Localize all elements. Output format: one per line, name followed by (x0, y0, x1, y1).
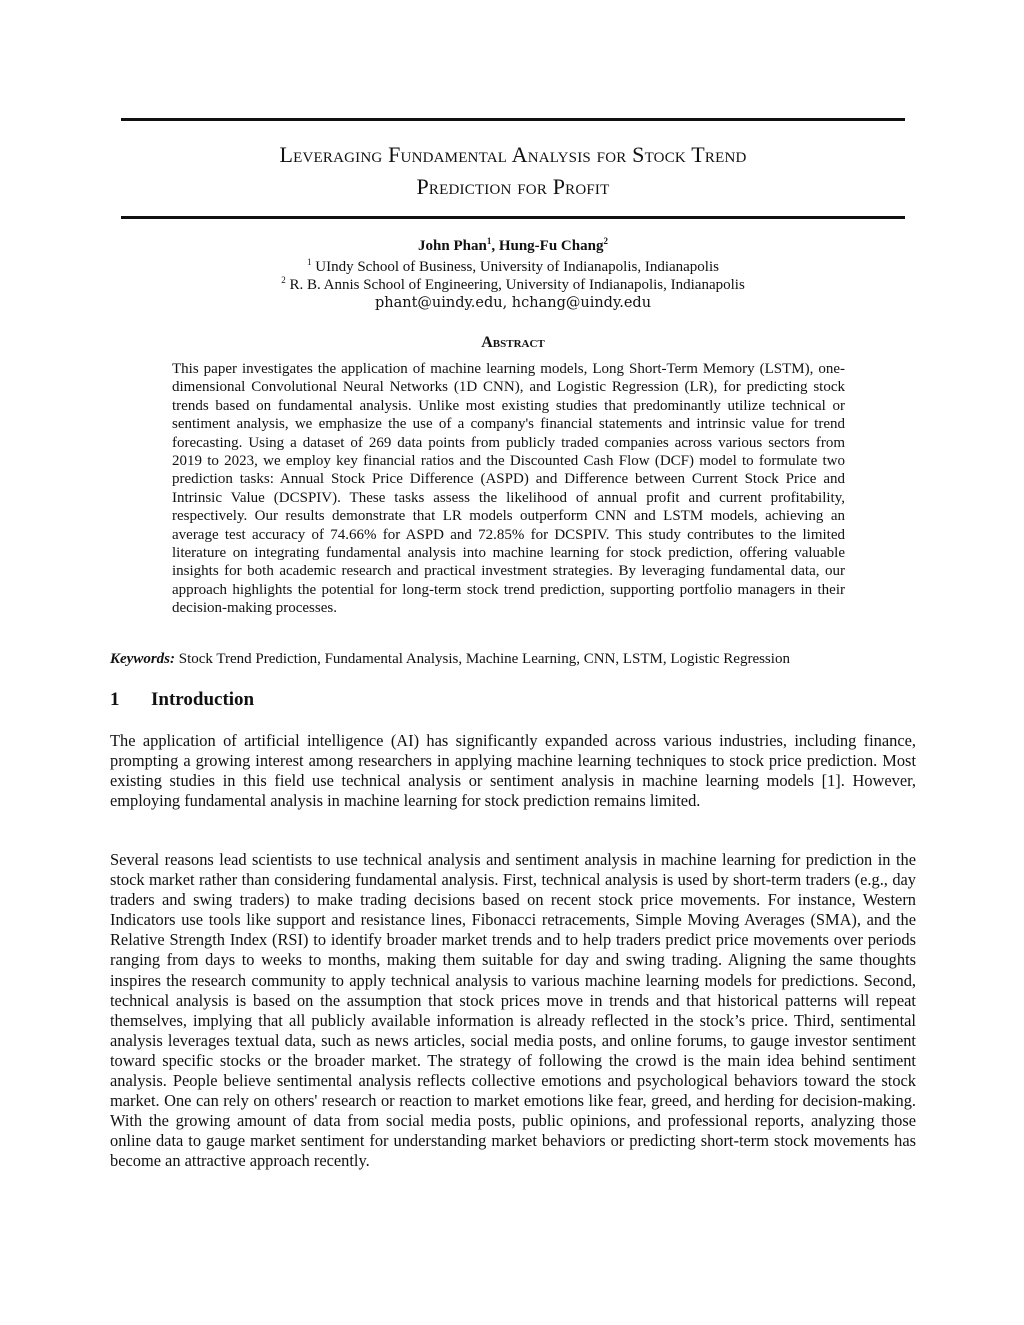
abstract-body: This paper investigates the application of machine learning models, Long Short-Term Memory (LSTM), one-dimensional Convolutional Neural Networks (1D CNN), and Logistic Regression (LR), for predicting stock trends based on fundamental analysis. Unlike most existing studies that predominantly utilize technical or sentiment analysis, we emphasize the use of a company's financial statements and intrinsic value for trend forecasting. Using a dataset of 269 data points from publicly traded companies across various sectors from 2019 to 2023, we employ key financial ratios and the Discounted Cash Flow (DCF) model to formulate two prediction tasks: Annual Stock Price Difference (ASPD) and Difference between Current Stock Price and Intrinsic Value (DCSPIV). These tasks assess the likelihood of annual profit and current profitability, respectively. Our results demonstrate that LR models outperform CNN and LSTM models, achieving an average test accuracy of 74.66% for ASPD and 72.85% for DCSPIV. This study contributes to the limited literature on integrating fundamental analysis into machine learning for stock prediction, offering valuable insights for both academic research and practical investment strategies. By leveraging fundamental data, our approach highlights the potential for long-term stock trend prediction, supporting portfolio managers in their decision-making processes. (172, 361, 845, 617)
section-heading (110, 688, 254, 712)
affiliation-marker: 2 (603, 236, 608, 246)
paper-title (121, 139, 905, 203)
title-line-1: Leveraging Fundamental Analysis for Stock Trend (279, 142, 747, 167)
author-name: John Phan (418, 238, 487, 254)
author-emails: phant@uindy.edu, hchang@uindy.edu (374, 295, 652, 311)
section-title: Introduction (151, 689, 255, 710)
body-paragraph: Several reasons lead scientists to use technical analysis and sentiment analysis in machine learning for prediction in the stock market rather than considering fundamental analysis. First, technical analysis is used by short-term traders (e.g., day traders and swing traders) to make trading decisions based on recent stock price movements. For instance, Western Indicators use tools like support and resistance lines, Fibonacci retracements, Simple Moving Averages (SMA), and the Relative Strength Index (RSI) to identify broader market trends and to help traders predict price movements over periods ranging from days to weeks to months, making them suitable for day and swing trading. Aligning the same thoughts inspires the research community to apply technical analysis to various machine learning models for predictions. Second, technical analysis is based on the assumption that stock prices move in trends and that historical patterns will repeat themselves, implying that all publicly available information is already reflected in the stock’s price. Third, sentimental analysis leverages textual data, such as news articles, social media posts, and online forums, to gauge investor sentiment toward specific stocks or the broader market. The strategy of following the crowd is the main idea behind sentiment analysis. People believe sentimental analysis reflects collective emotions and psychological behaviors toward the stock market. One can rely on others' research or reaction to market emotions like fear, greed, and herding for decision-making. With the growing amount of data from social media posts, public opinions, and professional reports, analyzing those online data to gauge market sentiment for understanding market behaviors or predicting short-term stock movements has become an attractive approach recently. (110, 850, 916, 1171)
keywords-label: Keywords: (110, 651, 175, 667)
affiliation-marker: 1 (307, 257, 312, 267)
body-paragraph: The application of artificial intelligence (AI) has significantly expanded across various industries, including finance, prompting a growing interest among researchers in applying machine learning techniques to stock price prediction. Most existing studies in this field use technical analysis or sentiment analysis in machine learning models [1]. However, employing fundamental analysis in machine learning for stock prediction remains limited. (110, 731, 916, 811)
affiliation-2 (121, 276, 905, 294)
affiliation-marker: 1 (486, 236, 492, 246)
affiliation-marker: 2 (281, 275, 286, 285)
abstract-heading: Abstract (481, 334, 545, 351)
affiliation-text: UIndy School of Business, University of Indianapolis, Indianapolis (311, 259, 719, 275)
title-bottom-rule (121, 216, 905, 219)
author-name: Hung-Fu Chang (498, 238, 604, 254)
section-number: 1 (110, 689, 120, 710)
author-list (121, 236, 905, 256)
keywords (110, 649, 916, 669)
keywords-text: Stock Trend Prediction, Fundamental Analysis, Machine Learning, CNN, LSTM, Logistic Regression (175, 651, 790, 667)
affiliation-1 (121, 258, 905, 276)
title-line-2: Prediction for Profit (416, 174, 610, 199)
title-top-rule (121, 118, 905, 121)
author-separator: , (491, 238, 499, 254)
affiliation-text: R. B. Annis School of Engineering, University of Indianapolis, Indianapolis (285, 277, 745, 293)
